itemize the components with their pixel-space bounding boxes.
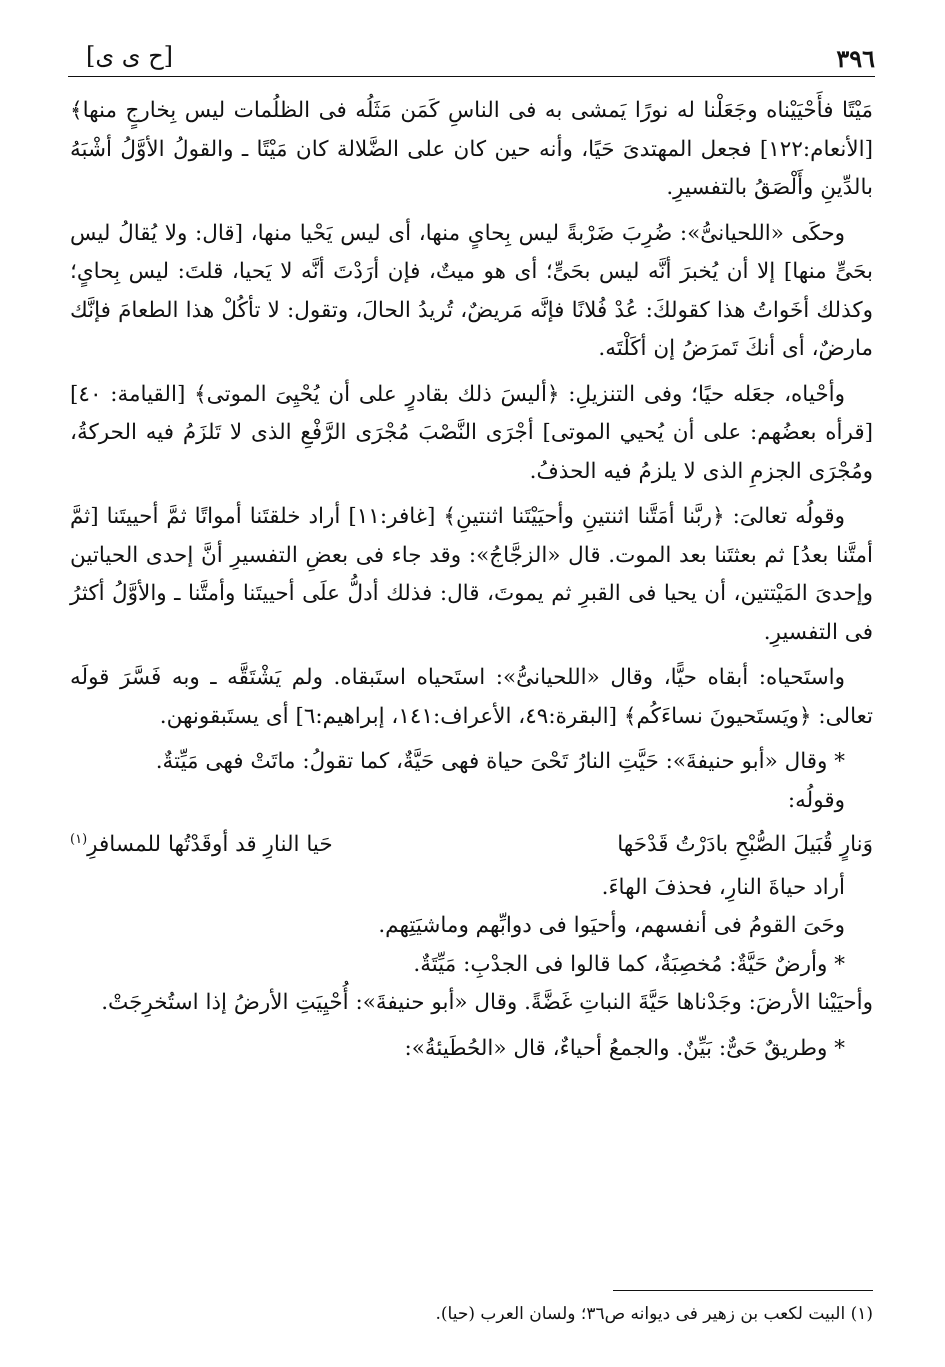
qawluhu-line: وقولُه: (787, 787, 845, 813)
paragraph-3: وأحْياه، جعَله حيًا؛ وفى التنزيلِ: ﴿أليسَ ذلك بقادرٍ على أن يُحْيِىَ الموتى﴾ [القيامة: ٤٠] [قرأه بعضُهم: على أن يُحيي الموتى] أجْرَى النَّصْبَ مُجْرَى الرَّفْعِ الذى لا تَلزَمُ فيه الحركةُ، ومُجْرَى الجزمِ الذى لا يلزمُ فيه الحذفُ. (70, 381, 873, 484)
poetry-verse (70, 826, 873, 865)
running-head: [ح ى ى] (86, 42, 174, 70)
footnote: (١) البيت لكعب بن زهير فى ديوانه ص٣٦؛ ولسان العرب (حيا). (435, 1304, 873, 1324)
line-after-verse-3: * وأرضٌ حَيَّةٌ: مُخصِبَةٌ، كما قالوا فى الجدْبِ: مَيِّتَةٌ. (413, 951, 845, 977)
paragraph-1: مَيْتًا فأَحْيَيْناه وجَعَلْنا له نورًا يَمشى به فى الناسِ كَمَن مَثَلُه فى الظلُمات ليس بِخارجٍ منها﴾ [الأنعام:١٢٢] فجعل المهتدىَ حَيًا، وأنه حين كان على الضَّلالة كان مَيْتًا ـ والقولُ الأوَّلُ أشْبَهُ بالدِّينِ وأَلْصَقُ بالتفسيرِ. (70, 98, 873, 200)
paragraph-2: وحكَى «اللحيانىُّ»: ضُرِبَ ضَرْبةً ليس بِحاىٍ منها، أى ليس يَحْيا منها، [قال: ولا يُقالُ ليس بحَىٍّ منها] إلا أن يُخبرَ أنَّه ليس بحَىٍّ؛ أى هو ميتٌ، فإن أرَدْتَ أنَّه لا يَحيا، قلتَ: ليس بِحاىٍ؛ وكذلك أخَواتُ هذا كقولكَ: عُدْ فُلانًا فإنَّه مَريضٌ، تُريدُ الحالَ، وتقول: لا تأكُلْ هذا الطعامَ فإنَّك مارضٌ، أى أنكَ تَمرَضُ إن أكَلْتَه. (70, 220, 873, 361)
last-line: * وطريقٌ حَىٌّ: بَيِّنٌ. والجمعُ أحياءٌ، قال «الحُطَيئةُ»: (404, 1035, 845, 1061)
paragraph-5: واستَحياه: أبقاه حيًّا، وقال «اللحيانىُّ»: استَحياه استَبقاه. ولم يَشْتَقَّه ـ وبه فَسَّرَ قولَه تعالى: ﴿ويَستَحيونَ نساءَكُم﴾ [البقرة:٤٩، الأعراف:١٤١، إبراهيم:٦] أى يستَبقونهن. (70, 665, 873, 729)
line-after-verse-1: أراد حياةَ النارِ، فحذفَ الهاءَ. (601, 874, 845, 900)
paragraph-4: وقولُه تعالىَ: ﴿ربَّنا أمَتَّنا اثنتينِ وأحيَيْتَنا اثنتينِ﴾ [غافر:١١] أراد خلقتَنا أمواتًا ثمَّ أحييتَنا [ثمَّ أمتَّنا بعدُ] ثم بعثتَنا بعد الموت. قال «الزجَّاجُ»: وقد جاء فى بعضِ التفسيرِ أنَّ إحدى الحياتين وإحدىَ المَيْتتين، أن يحيا فى القبرِ ثم يموتَ، قال: فذلك أدلُّ علَى أحييتَنا وأمتَّنا ـ والأوَّلُ أكثرُ فى التفسيرِ. (70, 504, 873, 645)
abu-hanifa-line: * وقال «أبو حنيفةَ»: حَيَّتِ النارُ تَحْىَ حياة فهى حَيَّةٌ، كما تقولُ: ماتَتْ فهى مَيِّتةٌ. (155, 749, 845, 774)
ahyayna-paragraph: وأحيَيْنا الأرضَ: وجَدْناها حَيَّةَ النباتِ غَضَّةً. وقال «أبو حنيفةَ»: أُحْيِيَتِ الأرضُ إذا استُخرِجَتْ. (101, 990, 873, 1015)
verse-hemistich-1: وَنارٍ قُبَيلَ الصُّبْحِ بادَرْتُ قَدْحَها (617, 832, 873, 857)
page-number: ٣٩٦ (836, 44, 875, 73)
main-text (70, 92, 873, 1068)
verse-hemistich-2-wrap: حَيا النارِ قد أوقَدْتُها للمسافرِ(١) (70, 826, 333, 865)
page-header (68, 40, 875, 77)
footnote-divider (613, 1290, 873, 1291)
line-after-verse-2: وحَىَ القومُ فى أنفسهم، وأحيَوا فى دوابِّهم وماشيَتِهم. (378, 913, 845, 938)
verse-hemistich-2: حَيا النارِ قد أوقَدْتُها للمسافرِ (87, 832, 333, 857)
